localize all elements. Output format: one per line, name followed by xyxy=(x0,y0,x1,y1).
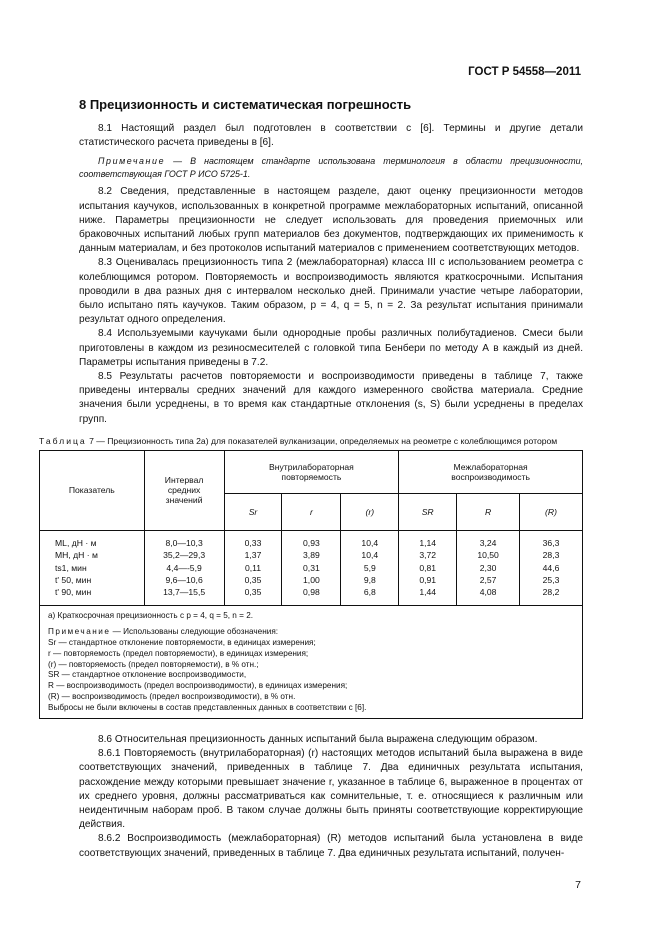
paragraph-8-6-2: 8.6.2 Воспроизводимость (межлабораторная) (R) методов испытаний была установлена в виде соответствующих значений, приведенных в таблице 7. Два единичных результата испытаний, получен- xyxy=(79,833,583,859)
cell-R: 10,50 xyxy=(457,549,520,561)
cell-r: 0,98 xyxy=(282,586,341,605)
paragraph-8-6-1: 8.6.1 Повторяемость (внутрилабораторная) (r) настоящих методов испытаний была выражена в виде соответствующих значений, приведенных в таблице 7. Два единичных результата испытания, расхождение между которыми превышает значение r, указанное в таблице 6, выраженное в процентах от их среднего уровня, должны рассматриваться как сомнительные, т. е. относящиеся к различным или неидентичным наборам проб. В таком случае должны быть приняты соответствующие корректирующие действия. xyxy=(79,748,583,831)
cell-sr: 1,37 xyxy=(224,549,282,561)
header-interval: Интервал средних значений xyxy=(144,450,224,530)
section-title: 8 Прецизионность и систематическая погрешность xyxy=(79,97,412,112)
cell-sR: 0,91 xyxy=(399,574,457,586)
cell-r-pct: 10,4 xyxy=(341,530,399,549)
header-indicator: Показатель xyxy=(40,450,145,530)
cell-R-pct: 44,6 xyxy=(520,562,583,574)
definition-line: SR — стандартное отклонение воспроизводимости, xyxy=(48,670,247,680)
page-content xyxy=(39,96,583,861)
cell-R-pct: 25,3 xyxy=(520,574,583,586)
cell-sR: 1,14 xyxy=(399,530,457,549)
cell-interval: 35,2—29,3 xyxy=(144,549,224,561)
note-label: Примечание xyxy=(98,156,166,167)
table-row xyxy=(40,586,583,605)
document-id: ГОСТ Р 54558—2011 xyxy=(468,66,581,78)
cell-R: 2,57 xyxy=(457,574,520,586)
cell-sr: 0,35 xyxy=(224,574,282,586)
definition-line: Выбросы не были включены в состав представленных данных в соответствии с [6]. xyxy=(48,703,367,713)
cell-R-pct: 28,3 xyxy=(520,549,583,561)
cell-sR: 3,72 xyxy=(399,549,457,561)
definition-line: (R) — воспроизводимость (предел воспроизводимости), в % отн. xyxy=(48,692,296,702)
cell-r-pct: 5,9 xyxy=(341,562,399,574)
row-label: t' 90, мин xyxy=(40,586,145,605)
table-note-label: Примечание xyxy=(48,626,111,636)
table-footnote: а) Краткосрочная прецизионность с p = 4, q = 5, n = 2. xyxy=(48,610,254,620)
table-row xyxy=(40,549,583,561)
table-row xyxy=(40,562,583,574)
header-sR: SR xyxy=(399,493,457,530)
cell-R: 4,08 xyxy=(457,586,520,605)
header-R-pct: (R) xyxy=(520,493,583,530)
header-repeatability: Внутрилабораторная повторяемость xyxy=(224,450,399,493)
cell-r-pct: 9,8 xyxy=(341,574,399,586)
note-terminology xyxy=(79,155,583,180)
cell-r: 0,31 xyxy=(282,562,341,574)
cell-sr: 0,35 xyxy=(224,586,282,605)
paragraph-8-5: 8.5 Результаты расчетов повторяемости и воспроизводимости приведены в таблице 7, также приведены интервалы средних значений для каждого измеренного свойства материала. Средние значения были усреднены, в то время как стандартные отклонения (s, S) были усреднены в пределах групп. xyxy=(79,371,583,425)
cell-interval: 8,0—10,3 xyxy=(144,530,224,549)
definition-line: R — воспроизводимость (предел воспроизводимости), в единицах измерения; xyxy=(48,681,348,691)
table-note-intro-text: — Использованы следующие обозначения: xyxy=(110,626,279,636)
header-reproducibility: Межлабораторная воспроизводимость xyxy=(399,450,583,493)
cell-sr: 0,11 xyxy=(224,562,282,574)
row-label: ML, дН · м xyxy=(40,530,145,549)
row-label: MH, дН · м xyxy=(40,549,145,561)
header-r: r xyxy=(282,493,341,530)
cell-R-pct: 28,2 xyxy=(520,586,583,605)
cell-r: 3,89 xyxy=(282,549,341,561)
cell-sr: 0,33 xyxy=(224,530,282,549)
header-r-pct: (r) xyxy=(341,493,399,530)
cell-r-pct: 10,4 xyxy=(341,549,399,561)
definition-line: (r) — повторяемость (предел повторяемости), в % отн.; xyxy=(48,659,259,669)
table-notes xyxy=(40,605,583,718)
cell-sR: 0,81 xyxy=(399,562,457,574)
paragraph-8-4: 8.4 Используемыми каучуками были однородные пробы различных полибутадиенов. Смеси были приготовлены в каждом из резиносмесителей с головкой типа Бенбери по методу А в каждый из дней. Параметры испытания приведены в 7.2. xyxy=(79,328,583,368)
table-row xyxy=(40,530,583,549)
paragraph-8-3: 8.3 Оценивалась прецизионность типа 2 (межлабораторная) класса III с использованием реометра с колеблющимся ротором. Повторяемость и воспроизводимость являются краткосрочными. Испытания проводили в два разных дня с интервалом несколько дней. Принимали участие четыре лаборатории, было испытано пять каучуков. Таким образом, p = 4, q = 5, n = 2. За результат испытания принимали результат одного определения. xyxy=(79,257,583,326)
cell-r-pct: 6,8 xyxy=(341,586,399,605)
paragraph-8-2: 8.2 Сведения, представленные в настоящем разделе, дают оценку прецизионности методов испытания каучуков, использованных в конкретной программе межлабораторных испытаний, описанной ниже. Параметры прецизионности не следует использовать для проведения приемочных или браковочных испытаний любых групп материалов без документов, подтверждающих их применимость к данным материалам, и без протоколов испытаний материалов с применением соответствующих методов. xyxy=(79,186,583,255)
cell-interval: 4,4—-5,9 xyxy=(144,562,224,574)
header-sr: Sr xyxy=(224,493,282,530)
table-caption-label: Таблица xyxy=(39,435,87,446)
page-number: 7 xyxy=(575,879,581,891)
definition-line: r — повторяемость (предел повторяемости), в единицах измерения; xyxy=(48,648,309,658)
cell-interval: 13,7—15,5 xyxy=(144,586,224,605)
table-row xyxy=(40,574,583,586)
paragraph-8-1: 8.1 Настоящий раздел был подготовлен в соответствии с [6]. Термины и другие детали статистического расчета приведены в [6]. xyxy=(79,123,583,149)
header-R: R xyxy=(457,493,520,530)
cell-R: 2,30 xyxy=(457,562,520,574)
table-caption xyxy=(39,436,583,447)
definition-line: Sr — стандартное отклонение повторяемости, в единицах измерения; xyxy=(48,637,316,647)
precision-table xyxy=(39,450,583,719)
cell-R: 3,24 xyxy=(457,530,520,549)
table-caption-text: 7 — Прецизионность типа 2а) для показателей вулканизации, определяемых на реометре с колеблющимся ротором xyxy=(86,435,558,446)
cell-r: 0,93 xyxy=(282,530,341,549)
cell-r: 1,00 xyxy=(282,574,341,586)
row-label: t' 50, мин xyxy=(40,574,145,586)
note-text: — В настоящем стандарте использована терминология в области прецизионности, соответствующая ГОСТ Р ИСО 5725-1. xyxy=(79,156,583,179)
cell-sR: 1,44 xyxy=(399,586,457,605)
row-label: ts1, мин xyxy=(40,562,145,574)
table-note-intro xyxy=(48,627,574,638)
cell-R-pct: 36,3 xyxy=(520,530,583,549)
paragraph-8-6: 8.6 Относительная прецизионность данных испытаний была выражена следующим образом. xyxy=(98,734,538,746)
cell-interval: 9,6—10,6 xyxy=(144,574,224,586)
